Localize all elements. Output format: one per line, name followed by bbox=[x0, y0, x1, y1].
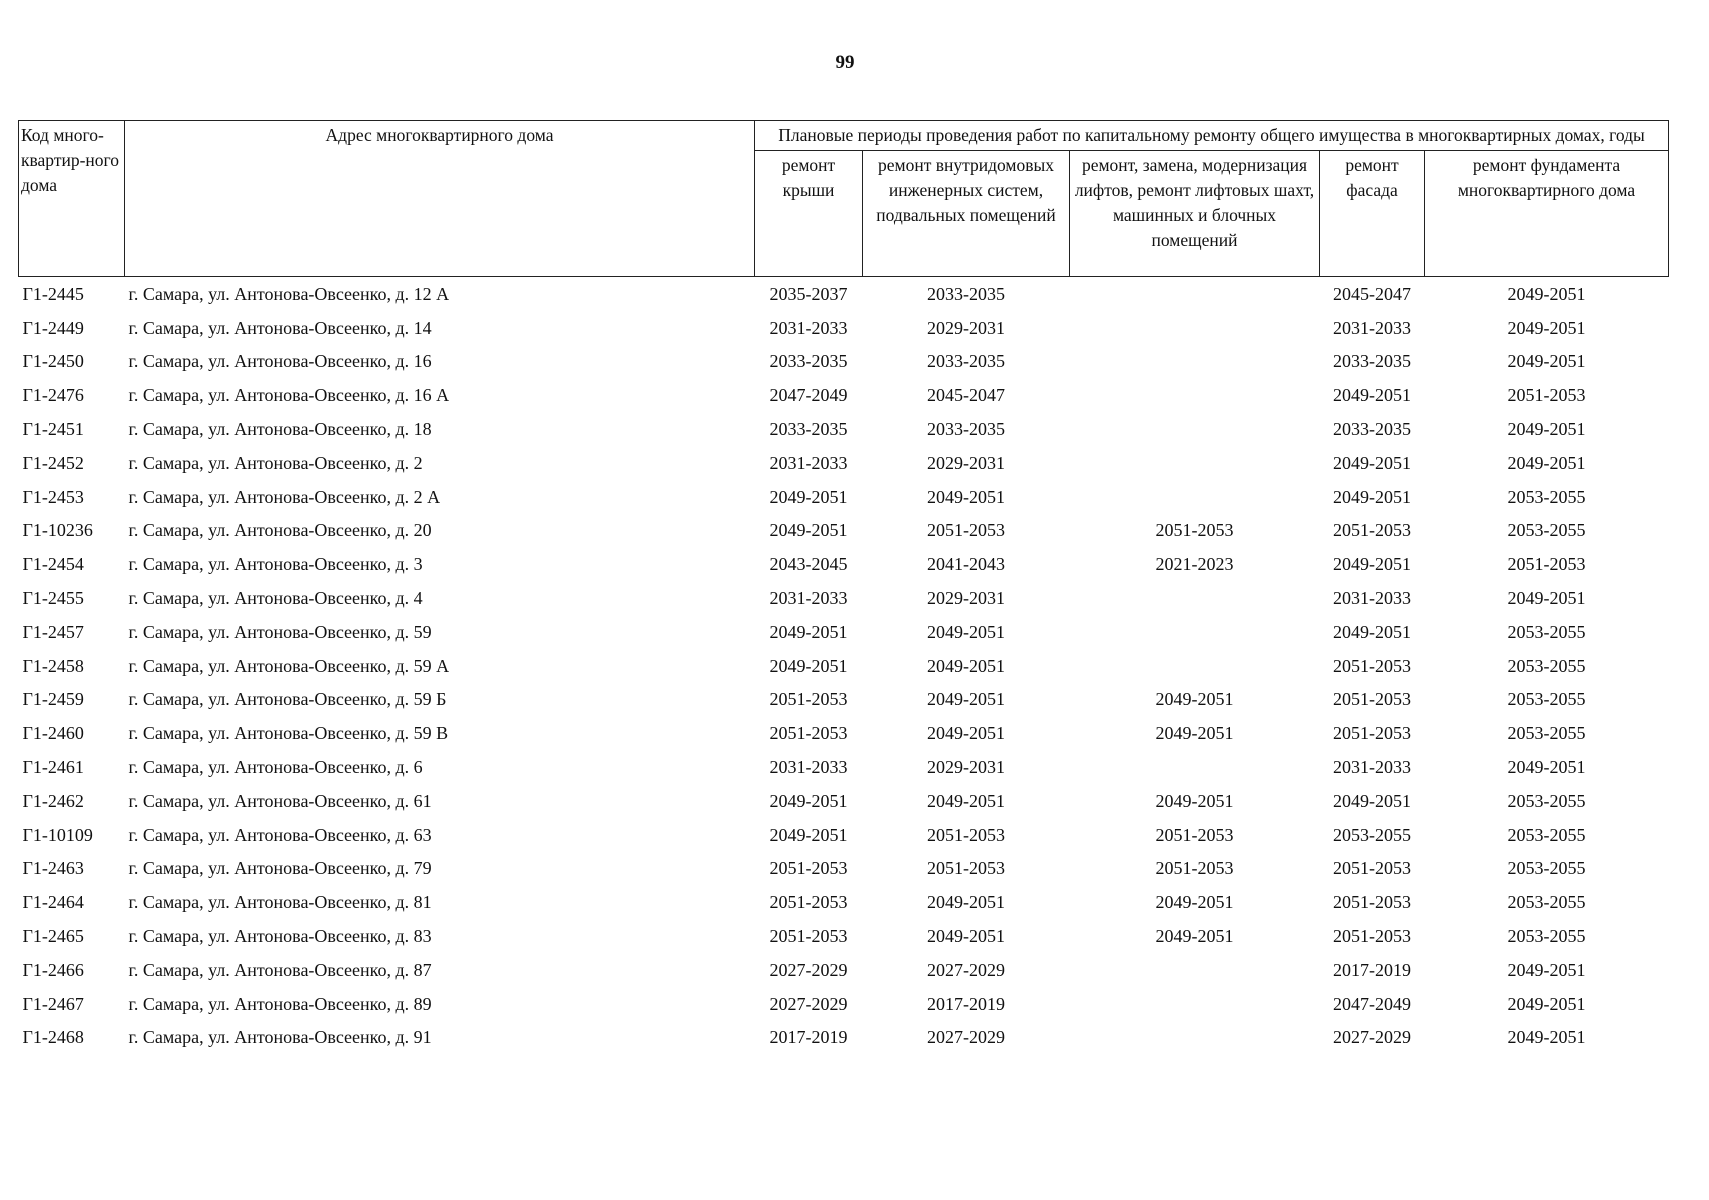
header-facade: ремонт фасада bbox=[1320, 151, 1425, 277]
cell-lifts bbox=[1070, 345, 1320, 379]
cell-foundation: 2051-2053 bbox=[1507, 554, 1586, 575]
table-row bbox=[19, 716, 1669, 750]
cell-facade: 2045-2047 bbox=[1333, 283, 1411, 304]
cell-foundation: 2053-2055 bbox=[1507, 520, 1586, 541]
table-row bbox=[19, 615, 1669, 649]
table-row bbox=[19, 277, 1669, 311]
cell-address: г. Самара, ул. Антонова-Овсеенко, д. 87 bbox=[128, 959, 432, 980]
cell-lifts bbox=[1070, 277, 1320, 311]
cell-address: г. Самара, ул. Антонова-Овсеенко, д. 59 В bbox=[128, 723, 449, 744]
cell-facade: 2033-2035 bbox=[1333, 351, 1411, 372]
cell-address: г. Самара, ул. Антонова-Овсеенко, д. 6 bbox=[128, 757, 423, 778]
table-row bbox=[19, 649, 1669, 683]
table-row bbox=[19, 514, 1669, 548]
cell-code: Г1-2449 bbox=[22, 317, 84, 338]
cell-lifts bbox=[1070, 615, 1320, 649]
table-row bbox=[19, 818, 1669, 852]
cell-address: г. Самара, ул. Антонова-Овсеенко, д. 89 bbox=[128, 993, 432, 1014]
cell-address: г. Самара, ул. Антонова-Овсеенко, д. 18 bbox=[128, 419, 432, 440]
cell-roof: 2027-2029 bbox=[769, 993, 848, 1014]
cell-engineering: 2049-2051 bbox=[927, 655, 1005, 676]
header-engineering: ремонт внутридомовых инженерных систем, подвальных помещений bbox=[863, 151, 1070, 277]
table-row bbox=[19, 885, 1669, 919]
cell-foundation: 2049-2051 bbox=[1507, 588, 1586, 609]
cell-roof: 2051-2053 bbox=[769, 858, 848, 879]
cell-code: Г1-2476 bbox=[22, 385, 84, 406]
cell-code: Г1-2458 bbox=[22, 655, 84, 676]
cell-engineering: 2049-2051 bbox=[927, 621, 1005, 642]
cell-code: Г1-2451 bbox=[22, 419, 84, 440]
cell-facade: 2053-2055 bbox=[1333, 824, 1411, 845]
table-row bbox=[19, 412, 1669, 446]
cell-lifts: 2049-2051 bbox=[1155, 723, 1234, 744]
cell-engineering: 2049-2051 bbox=[927, 689, 1005, 710]
cell-roof: 2031-2033 bbox=[769, 757, 848, 778]
cell-facade: 2031-2033 bbox=[1333, 588, 1411, 609]
table-row bbox=[19, 547, 1669, 581]
cell-roof: 2051-2053 bbox=[769, 723, 848, 744]
cell-address: г. Самара, ул. Антонова-Овсеенко, д. 81 bbox=[128, 892, 432, 913]
cell-foundation: 2053-2055 bbox=[1507, 892, 1586, 913]
cell-roof: 2033-2035 bbox=[769, 351, 848, 372]
cell-lifts bbox=[1070, 480, 1320, 514]
cell-facade: 2051-2053 bbox=[1333, 858, 1411, 879]
table-row bbox=[19, 750, 1669, 784]
cell-lifts bbox=[1070, 412, 1320, 446]
cell-engineering: 2033-2035 bbox=[927, 351, 1005, 372]
cell-address: г. Самара, ул. Антонова-Овсеенко, д. 2 bbox=[128, 452, 423, 473]
table-row bbox=[19, 378, 1669, 412]
cell-code: Г1-2452 bbox=[22, 452, 84, 473]
cell-engineering: 2051-2053 bbox=[927, 824, 1005, 845]
table-row bbox=[19, 919, 1669, 953]
cell-engineering: 2017-2019 bbox=[927, 993, 1005, 1014]
table-row bbox=[19, 446, 1669, 480]
cell-facade: 2031-2033 bbox=[1333, 757, 1411, 778]
cell-facade: 2051-2053 bbox=[1333, 723, 1411, 744]
cell-engineering: 2029-2031 bbox=[927, 757, 1005, 778]
cell-address: г. Самара, ул. Антонова-Овсеенко, д. 79 bbox=[128, 858, 432, 879]
cell-foundation: 2049-2051 bbox=[1507, 317, 1586, 338]
cell-code: Г1-2467 bbox=[22, 993, 84, 1014]
cell-code: Г1-2445 bbox=[22, 283, 84, 304]
cell-code: Г1-2465 bbox=[22, 926, 84, 947]
cell-lifts: 2051-2053 bbox=[1155, 520, 1234, 541]
cell-roof: 2049-2051 bbox=[769, 790, 848, 811]
cell-engineering: 2045-2047 bbox=[927, 385, 1005, 406]
cell-facade: 2051-2053 bbox=[1333, 655, 1411, 676]
cell-address: г. Самара, ул. Антонова-Овсеенко, д. 14 bbox=[128, 317, 432, 338]
cell-address: г. Самара, ул. Антонова-Овсеенко, д. 63 bbox=[128, 824, 432, 845]
cell-code: Г1-2464 bbox=[22, 892, 84, 913]
cell-address: г. Самара, ул. Антонова-Овсеенко, д. 3 bbox=[128, 554, 423, 575]
cell-roof: 2049-2051 bbox=[769, 520, 848, 541]
cell-engineering: 2041-2043 bbox=[927, 554, 1005, 575]
table-body bbox=[19, 277, 1669, 1055]
cell-lifts bbox=[1070, 649, 1320, 683]
cell-foundation: 2053-2055 bbox=[1507, 689, 1586, 710]
cell-address: г. Самара, ул. Антонова-Овсеенко, д. 91 bbox=[128, 1027, 432, 1048]
cell-foundation: 2053-2055 bbox=[1507, 790, 1586, 811]
cell-address: г. Самара, ул. Антонова-Овсеенко, д. 12 А bbox=[128, 283, 450, 304]
cell-address: г. Самара, ул. Антонова-Овсеенко, д. 61 bbox=[128, 790, 432, 811]
cell-engineering: 2033-2035 bbox=[927, 419, 1005, 440]
cell-lifts bbox=[1070, 581, 1320, 615]
cell-code: Г1-2466 bbox=[22, 959, 84, 980]
cell-engineering: 2049-2051 bbox=[927, 790, 1005, 811]
cell-foundation: 2049-2051 bbox=[1507, 1027, 1586, 1048]
cell-facade: 2051-2053 bbox=[1333, 520, 1411, 541]
cell-roof: 2049-2051 bbox=[769, 655, 848, 676]
cell-roof: 2051-2053 bbox=[769, 892, 848, 913]
header-periods: Плановые периоды проведения работ по капитальному ремонту общего имущества в многоквартирных домах, годы bbox=[755, 121, 1669, 151]
cell-facade: 2049-2051 bbox=[1333, 554, 1411, 575]
cell-code: Г1-2454 bbox=[22, 554, 84, 575]
cell-address: г. Самара, ул. Антонова-Овсеенко, д. 59 А bbox=[128, 655, 450, 676]
cell-facade: 2027-2029 bbox=[1333, 1027, 1411, 1048]
table-row bbox=[19, 953, 1669, 987]
cell-engineering: 2029-2031 bbox=[927, 317, 1005, 338]
header-foundation: ремонт фундамента многоквартирного дома bbox=[1425, 151, 1669, 277]
cell-lifts bbox=[1070, 953, 1320, 987]
cell-foundation: 2049-2051 bbox=[1507, 452, 1586, 473]
cell-facade: 2049-2051 bbox=[1333, 486, 1411, 507]
cell-lifts: 2021-2023 bbox=[1155, 554, 1234, 575]
cell-roof: 2051-2053 bbox=[769, 689, 848, 710]
cell-lifts: 2049-2051 bbox=[1155, 790, 1234, 811]
cell-roof: 2049-2051 bbox=[769, 824, 848, 845]
cell-roof: 2033-2035 bbox=[769, 419, 848, 440]
cell-lifts bbox=[1070, 378, 1320, 412]
cell-code: Г1-2463 bbox=[22, 858, 84, 879]
cell-foundation: 2049-2051 bbox=[1507, 419, 1586, 440]
cell-foundation: 2053-2055 bbox=[1507, 723, 1586, 744]
table-row bbox=[19, 784, 1669, 818]
cell-engineering: 2049-2051 bbox=[927, 723, 1005, 744]
cell-roof: 2051-2053 bbox=[769, 926, 848, 947]
table-row bbox=[19, 311, 1669, 345]
cell-foundation: 2049-2051 bbox=[1507, 757, 1586, 778]
table-row bbox=[19, 683, 1669, 717]
cell-facade: 2049-2051 bbox=[1333, 385, 1411, 406]
cell-address: г. Самара, ул. Антонова-Овсеенко, д. 59 bbox=[128, 621, 432, 642]
cell-code: Г1-2457 bbox=[22, 621, 84, 642]
cell-address: г. Самара, ул. Антонова-Овсеенко, д. 4 bbox=[128, 588, 423, 609]
cell-roof: 2049-2051 bbox=[769, 486, 848, 507]
table-row bbox=[19, 345, 1669, 379]
repair-schedule-table bbox=[18, 120, 1669, 1054]
cell-code: Г1-2453 bbox=[22, 486, 84, 507]
cell-code: Г1-2459 bbox=[22, 689, 84, 710]
table-row bbox=[19, 987, 1669, 1021]
cell-code: Г1-2460 bbox=[22, 723, 84, 744]
cell-lifts bbox=[1070, 1021, 1320, 1055]
table-row bbox=[19, 852, 1669, 886]
cell-roof: 2043-2045 bbox=[769, 554, 848, 575]
cell-foundation: 2051-2053 bbox=[1507, 385, 1586, 406]
cell-lifts: 2049-2051 bbox=[1155, 689, 1234, 710]
cell-foundation: 2049-2051 bbox=[1507, 993, 1586, 1014]
header-lifts: ремонт, замена, модернизация лифтов, ремонт лифтовых шахт, машинных и блочных помещений bbox=[1070, 151, 1320, 277]
cell-engineering: 2029-2031 bbox=[927, 452, 1005, 473]
cell-engineering: 2027-2029 bbox=[927, 959, 1005, 980]
cell-foundation: 2053-2055 bbox=[1507, 621, 1586, 642]
cell-facade: 2049-2051 bbox=[1333, 790, 1411, 811]
cell-address: г. Самара, ул. Антонова-Овсеенко, д. 83 bbox=[128, 926, 432, 947]
cell-lifts bbox=[1070, 750, 1320, 784]
cell-engineering: 2027-2029 bbox=[927, 1027, 1005, 1048]
cell-address: г. Самара, ул. Антонова-Овсеенко, д. 59 Б bbox=[128, 689, 447, 710]
cell-code: Г1-2450 bbox=[22, 351, 84, 372]
cell-facade: 2047-2049 bbox=[1333, 993, 1411, 1014]
cell-roof: 2047-2049 bbox=[769, 385, 848, 406]
cell-foundation: 2053-2055 bbox=[1507, 486, 1586, 507]
cell-lifts: 2049-2051 bbox=[1155, 926, 1234, 947]
cell-roof: 2027-2029 bbox=[769, 959, 848, 980]
cell-roof: 2031-2033 bbox=[769, 452, 848, 473]
cell-facade: 2051-2053 bbox=[1333, 926, 1411, 947]
cell-foundation: 2053-2055 bbox=[1507, 655, 1586, 676]
cell-facade: 2051-2053 bbox=[1333, 689, 1411, 710]
cell-address: г. Самара, ул. Антонова-Овсеенко, д. 20 bbox=[128, 520, 432, 541]
cell-foundation: 2049-2051 bbox=[1507, 351, 1586, 372]
cell-lifts: 2051-2053 bbox=[1155, 858, 1234, 879]
cell-facade: 2031-2033 bbox=[1333, 317, 1411, 338]
cell-engineering: 2051-2053 bbox=[927, 520, 1005, 541]
cell-facade: 2033-2035 bbox=[1333, 419, 1411, 440]
cell-roof: 2017-2019 bbox=[769, 1027, 848, 1048]
header-code: Код много-квартир-ного дома bbox=[19, 121, 125, 277]
cell-roof: 2031-2033 bbox=[769, 588, 848, 609]
cell-code: Г1-2455 bbox=[22, 588, 84, 609]
cell-engineering: 2049-2051 bbox=[927, 926, 1005, 947]
cell-roof: 2035-2037 bbox=[769, 283, 848, 304]
cell-address: г. Самара, ул. Антонова-Овсеенко, д. 2 А bbox=[128, 486, 441, 507]
cell-engineering: 2049-2051 bbox=[927, 892, 1005, 913]
cell-engineering: 2029-2031 bbox=[927, 588, 1005, 609]
cell-facade: 2049-2051 bbox=[1333, 621, 1411, 642]
cell-lifts: 2049-2051 bbox=[1155, 892, 1234, 913]
cell-lifts bbox=[1070, 446, 1320, 480]
cell-roof: 2049-2051 bbox=[769, 621, 848, 642]
header-roof: ремонт крыши bbox=[755, 151, 863, 277]
cell-facade: 2051-2053 bbox=[1333, 892, 1411, 913]
header-address: Адрес многоквартирного дома bbox=[125, 121, 755, 277]
cell-lifts bbox=[1070, 311, 1320, 345]
cell-engineering: 2051-2053 bbox=[927, 858, 1005, 879]
cell-foundation: 2053-2055 bbox=[1507, 824, 1586, 845]
cell-lifts bbox=[1070, 987, 1320, 1021]
cell-code: Г1-2461 bbox=[22, 757, 84, 778]
cell-facade: 2017-2019 bbox=[1333, 959, 1411, 980]
cell-code: Г1-2468 bbox=[22, 1027, 84, 1048]
cell-address: г. Самара, ул. Антонова-Овсеенко, д. 16 А bbox=[128, 385, 450, 406]
cell-foundation: 2049-2051 bbox=[1507, 959, 1586, 980]
cell-roof: 2031-2033 bbox=[769, 317, 848, 338]
cell-engineering: 2049-2051 bbox=[927, 486, 1005, 507]
cell-code: Г1-10236 bbox=[22, 520, 93, 541]
cell-facade: 2049-2051 bbox=[1333, 452, 1411, 473]
table-header bbox=[19, 121, 1669, 277]
table-row bbox=[19, 480, 1669, 514]
cell-foundation: 2053-2055 bbox=[1507, 926, 1586, 947]
cell-code: Г1-10109 bbox=[22, 824, 93, 845]
page-number: 99 bbox=[835, 52, 855, 73]
table-row bbox=[19, 581, 1669, 615]
cell-foundation: 2049-2051 bbox=[1507, 283, 1586, 304]
cell-address: г. Самара, ул. Антонова-Овсеенко, д. 16 bbox=[128, 351, 432, 372]
table-row bbox=[19, 1021, 1669, 1055]
cell-lifts: 2051-2053 bbox=[1155, 824, 1234, 845]
cell-code: Г1-2462 bbox=[22, 790, 84, 811]
cell-engineering: 2033-2035 bbox=[927, 283, 1005, 304]
cell-foundation: 2053-2055 bbox=[1507, 858, 1586, 879]
